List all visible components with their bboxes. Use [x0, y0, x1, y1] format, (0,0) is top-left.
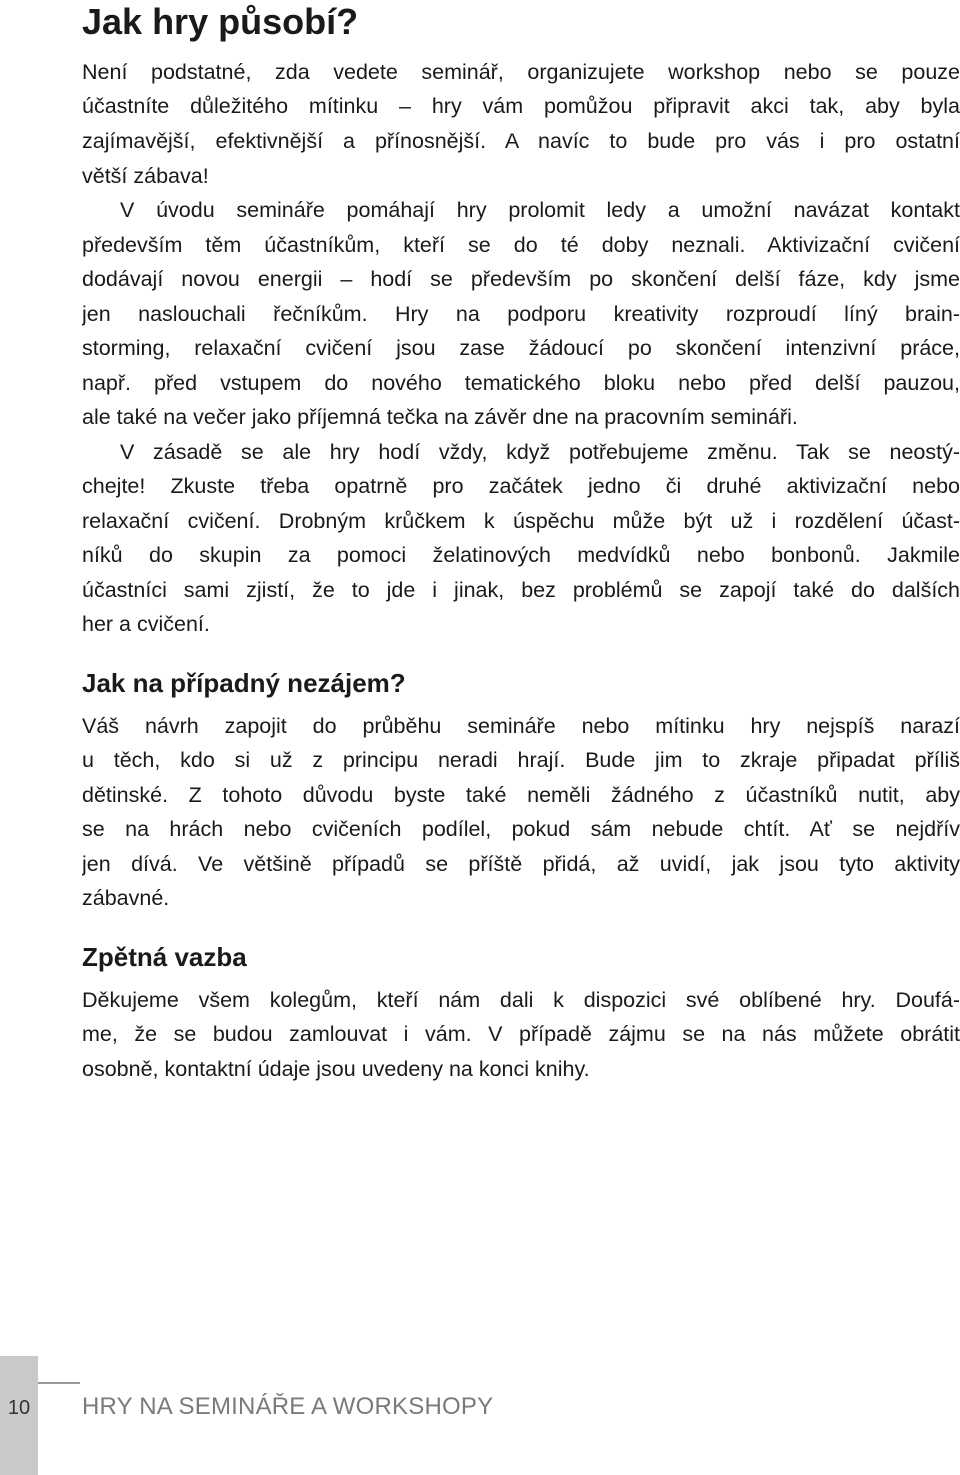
paragraph-line: V úvodu semináře pomáhají hry prolomit ledy a umožní navázat kontakt [120, 198, 960, 222]
paragraph-line: V zásadě se ale hry hodí vždy, když potřebujeme změnu. Tak se neostý- [120, 440, 960, 464]
paragraph-line: se na hrách nebo cvičeních podílel, pokud sám nebude chtít. Ať se nejdřív [82, 817, 960, 841]
footer-rule [38, 1382, 80, 1384]
paragraph-line: větší zábava! [82, 164, 209, 188]
paragraph-line: především těm účastníkům, kteří se do té doby neznali. Aktivizační cvičení [82, 233, 960, 257]
paragraph-line: dodávají novou energii – hodí se především po skončení delší fáze, kdy jsme [82, 267, 960, 291]
paragraph-line: storming, relaxační cvičení jsou zase žádoucí po skončení intenzivní práce, [82, 336, 960, 360]
section-heading: Jak na případný nezájem? [82, 668, 406, 698]
paragraph-line: např. před vstupem do nového tematického bloku nebo před delší pauzou, [82, 371, 960, 395]
paragraph-line: Váš návrh zapojit do průběhu semináře nebo mítinku hry nejspíš narazí [82, 714, 960, 738]
paragraph-line: zábavné. [82, 886, 170, 910]
paragraph-line: relaxační cvičení. Drobným krůčkem k úspěchu může být už i rozdělení účast- [82, 509, 960, 533]
paragraph-line: účastníci sami zjistí, že to jde i jinak, bez problémů se zapojí také do dalších [82, 578, 960, 602]
paragraph-line: Není podstatné, zda vedete seminář, organizujete workshop nebo se pouze [82, 60, 960, 84]
paragraph-line: Děkujeme všem kolegům, kteří nám dali k dispozici své oblíbené hry. Doufá- [82, 988, 960, 1012]
paragraph-line: ale také na večer jako příjemná tečka na závěr dne na pracovním semináři. [82, 405, 798, 429]
paragraph-line: níků do skupin za pomoci želatinových medvídků nebo bonbonů. Jakmile [82, 543, 960, 567]
paragraph-line: osobně, kontaktní údaje jsou uvedeny na konci knihy. [82, 1057, 590, 1081]
paragraph-line: účastníte důležitého mítinku – hry vám pomůžou připravit akci tak, aby byla [82, 94, 960, 118]
paragraph-line: jen dívá. Ve většině případů se příště přidá, až uvidí, jak jsou tyto aktivity [82, 852, 960, 876]
paragraph-line: me, že se budou zamlouvat i vám. V případě zájmu se na nás můžete obrátit [82, 1022, 960, 1046]
paragraph-line: chejte! Zkuste třeba opatrně pro začátek jedno či druhé aktivizační nebo [82, 474, 960, 498]
page-number: 10 [7, 1397, 31, 1419]
page-title: Jak hry působí? [82, 1, 359, 42]
paragraph-line: jen naslouchali řečníkům. Hry na podporu kreativity rozproudí líný brain- [82, 302, 960, 326]
paragraph-line: her a cvičení. [82, 612, 210, 636]
paragraph-line: zajímavější, efektivnější a přínosnější. A navíc to bude pro vás i pro ostatní [82, 129, 960, 153]
paragraph-line: u těch, kdo si už z principu neradi hrají. Bude jim to zkraje připadat příliš [82, 748, 960, 772]
running-title: HRY NA SEMINÁŘE A WORKSHOPY [82, 1393, 494, 1420]
paragraph-line: dětinské. Z tohoto důvodu byste také neměli žádného z účastníků nutit, aby [82, 783, 960, 807]
section-heading: Zpětná vazba [82, 942, 247, 972]
